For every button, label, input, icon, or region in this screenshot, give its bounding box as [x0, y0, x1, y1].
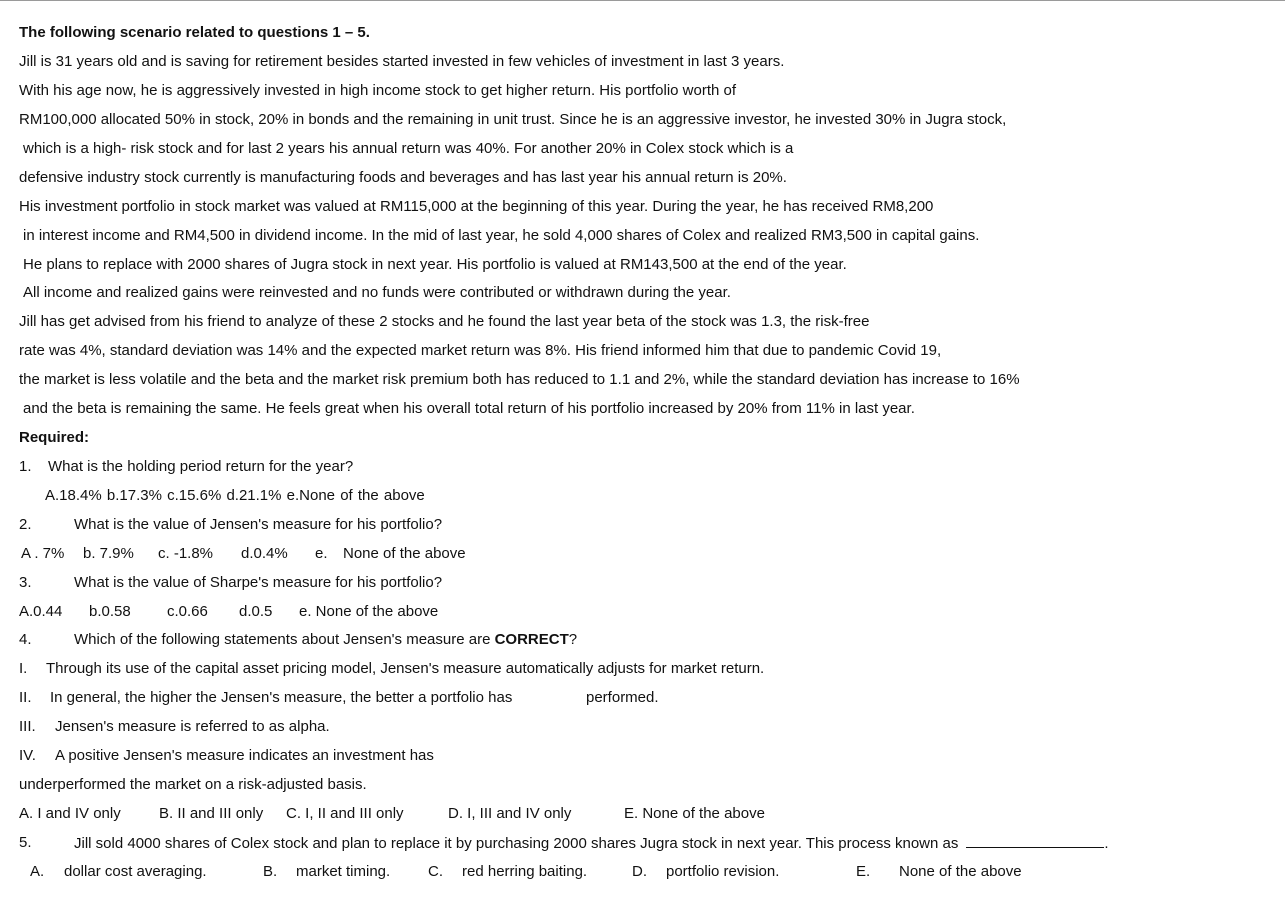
q5-option-text: market timing. [296, 863, 391, 880]
scenario-heading: The following scenario related to questions 1 – 5. [19, 24, 370, 41]
q1-text: What is the holding period return for the year? [48, 458, 354, 475]
q1-options: A.18.4% b.17.3% c.15.6% d.21.1% e.None of the above [45, 487, 425, 504]
q3-option-e: e. None of the above [299, 603, 439, 620]
scenario-line: RM100,000 allocated 50% in stock, 20% in bonds and the remaining in unit trust. Since he is an aggressive investor, he invested 30% in Jugra stock, [19, 111, 1007, 128]
q2-option-a: A . 7% [21, 545, 65, 562]
scenario-line: defensive industry stock currently is manufacturing foods and beverages and has last year his annual return is 20%. [19, 169, 787, 186]
q2-option-e: e. [315, 545, 328, 562]
q4-text-end: ? [568, 631, 578, 648]
q4-text-emphasis: CORRECT [494, 631, 569, 648]
scenario-line: which is a high- risk stock and for last 2 years his annual return was 40%. For another 20% in Colex stock which is a [23, 140, 794, 157]
answer-blank [966, 833, 1104, 848]
q5-option-letter: C. [428, 863, 443, 880]
scenario-line: Jill has get advised from his friend to analyze of these 2 stocks and he found the last year beta of the stock was 1.3, the risk-free [19, 313, 870, 330]
scenario-line: With his age now, he is aggressively invested in high income stock to get higher return. His portfolio worth of [19, 82, 737, 99]
q5-option-text: None of the above [899, 863, 1022, 880]
q4-option-d: D. I, III and IV only [448, 805, 572, 822]
q4-text-start: Which of the following statements about Jensen's measure are [74, 631, 495, 648]
q4-statement-num: IV. [19, 747, 36, 764]
q4-statement-tail: performed. [586, 689, 659, 706]
scenario-line: He plans to replace with 2000 shares of Jugra stock in next year. His portfolio is valued at RM143,500 at the end of the year. [23, 256, 847, 273]
q4-statement-num: I. [19, 660, 28, 677]
q4-statement-text: Jensen's measure is referred to as alpha. [55, 718, 330, 735]
q5-number: 5. [19, 834, 32, 851]
q5-text [74, 833, 1109, 854]
q5-option-text: portfolio revision. [666, 863, 780, 880]
q4-number: 4. [19, 631, 32, 648]
q2-option-e-text: None of the above [343, 545, 466, 562]
q5-option-letter: A. [30, 863, 45, 880]
q3-option-b: b.0.58 [89, 603, 131, 620]
q3-number: 3. [19, 574, 32, 591]
q2-option-b: b. 7.9% [83, 545, 134, 562]
q5-question: Jill sold 4000 shares of Colex stock and plan to replace it by purchasing 2000 shares Jugra stock in next year. This process known as [74, 835, 959, 852]
scenario-line: and the beta is remaining the same. He feels great when his overall total return of his portfolio increased by 20% from 11% in last year. [23, 400, 915, 417]
q2-option-d: d.0.4% [241, 545, 288, 562]
scenario-line: All income and realized gains were reinvested and no funds were contributed or withdrawn during the year. [23, 284, 731, 301]
scenario-line: in interest income and RM4,500 in dividend income. In the mid of last year, he sold 4,000 shares of Colex and realized RM3,500 in capital gains. [23, 227, 980, 244]
q4-option-a: A. I and IV only [19, 805, 121, 822]
q3-text: What is the value of Sharpe's measure for his portfolio? [74, 574, 443, 591]
q5-option-text: dollar cost averaging. [64, 863, 207, 880]
q4-statement-text: A positive Jensen's measure indicates an investment has [55, 747, 434, 764]
q2-number: 2. [19, 516, 32, 533]
q4-statement-num: III. [19, 718, 36, 735]
q4-text [74, 630, 577, 650]
q4-statement-text: Through its use of the capital asset pricing model, Jensen's measure automatically adjusts for market return. [46, 660, 765, 677]
q5-end-punct: . [1104, 835, 1109, 852]
q2-option-c: c. -1.8% [158, 545, 214, 562]
scenario-line: rate was 4%, standard deviation was 14% and the expected market return was 8%. His friend informed him that due to pandemic Covid 19, [19, 342, 942, 359]
q4-option-c: C. I, II and III only [286, 805, 404, 822]
scenario-line: Jill is 31 years old and is saving for retirement besides started invested in few vehicles of investment in last 3 years. [19, 53, 785, 70]
q2-text: What is the value of Jensen's measure for his portfolio? [74, 516, 443, 533]
q1-number: 1. [19, 458, 32, 475]
q4-statement-continuation: underperformed the market on a risk-adjusted basis. [19, 776, 367, 793]
scenario-line: His investment portfolio in stock market was valued at RM115,000 at the beginning of this year. During the year, he has received RM8,200 [19, 198, 934, 215]
required-label: Required: [19, 429, 90, 446]
q3-option-a: A.0.44 [19, 603, 63, 620]
q5-option-text: red herring baiting. [462, 863, 588, 880]
q5-option-letter: D. [632, 863, 647, 880]
q3-option-d: d.0.5 [239, 603, 273, 620]
q5-option-letter: E. [856, 863, 871, 880]
q4-statement-text: In general, the higher the Jensen's measure, the better a portfolio has [50, 689, 513, 706]
q4-option-b: B. II and III only [159, 805, 264, 822]
q4-statement-num: II. [19, 689, 32, 706]
scenario-line: the market is less volatile and the beta and the market risk premium both has reduced to 1.1 and 2%, while the standard deviation has increase to 16% [19, 371, 1020, 388]
top-border [0, 0, 1285, 1]
q4-option-e: E. None of the above [624, 805, 765, 822]
q3-option-c: c.0.66 [167, 603, 208, 620]
q5-option-letter: B. [263, 863, 278, 880]
